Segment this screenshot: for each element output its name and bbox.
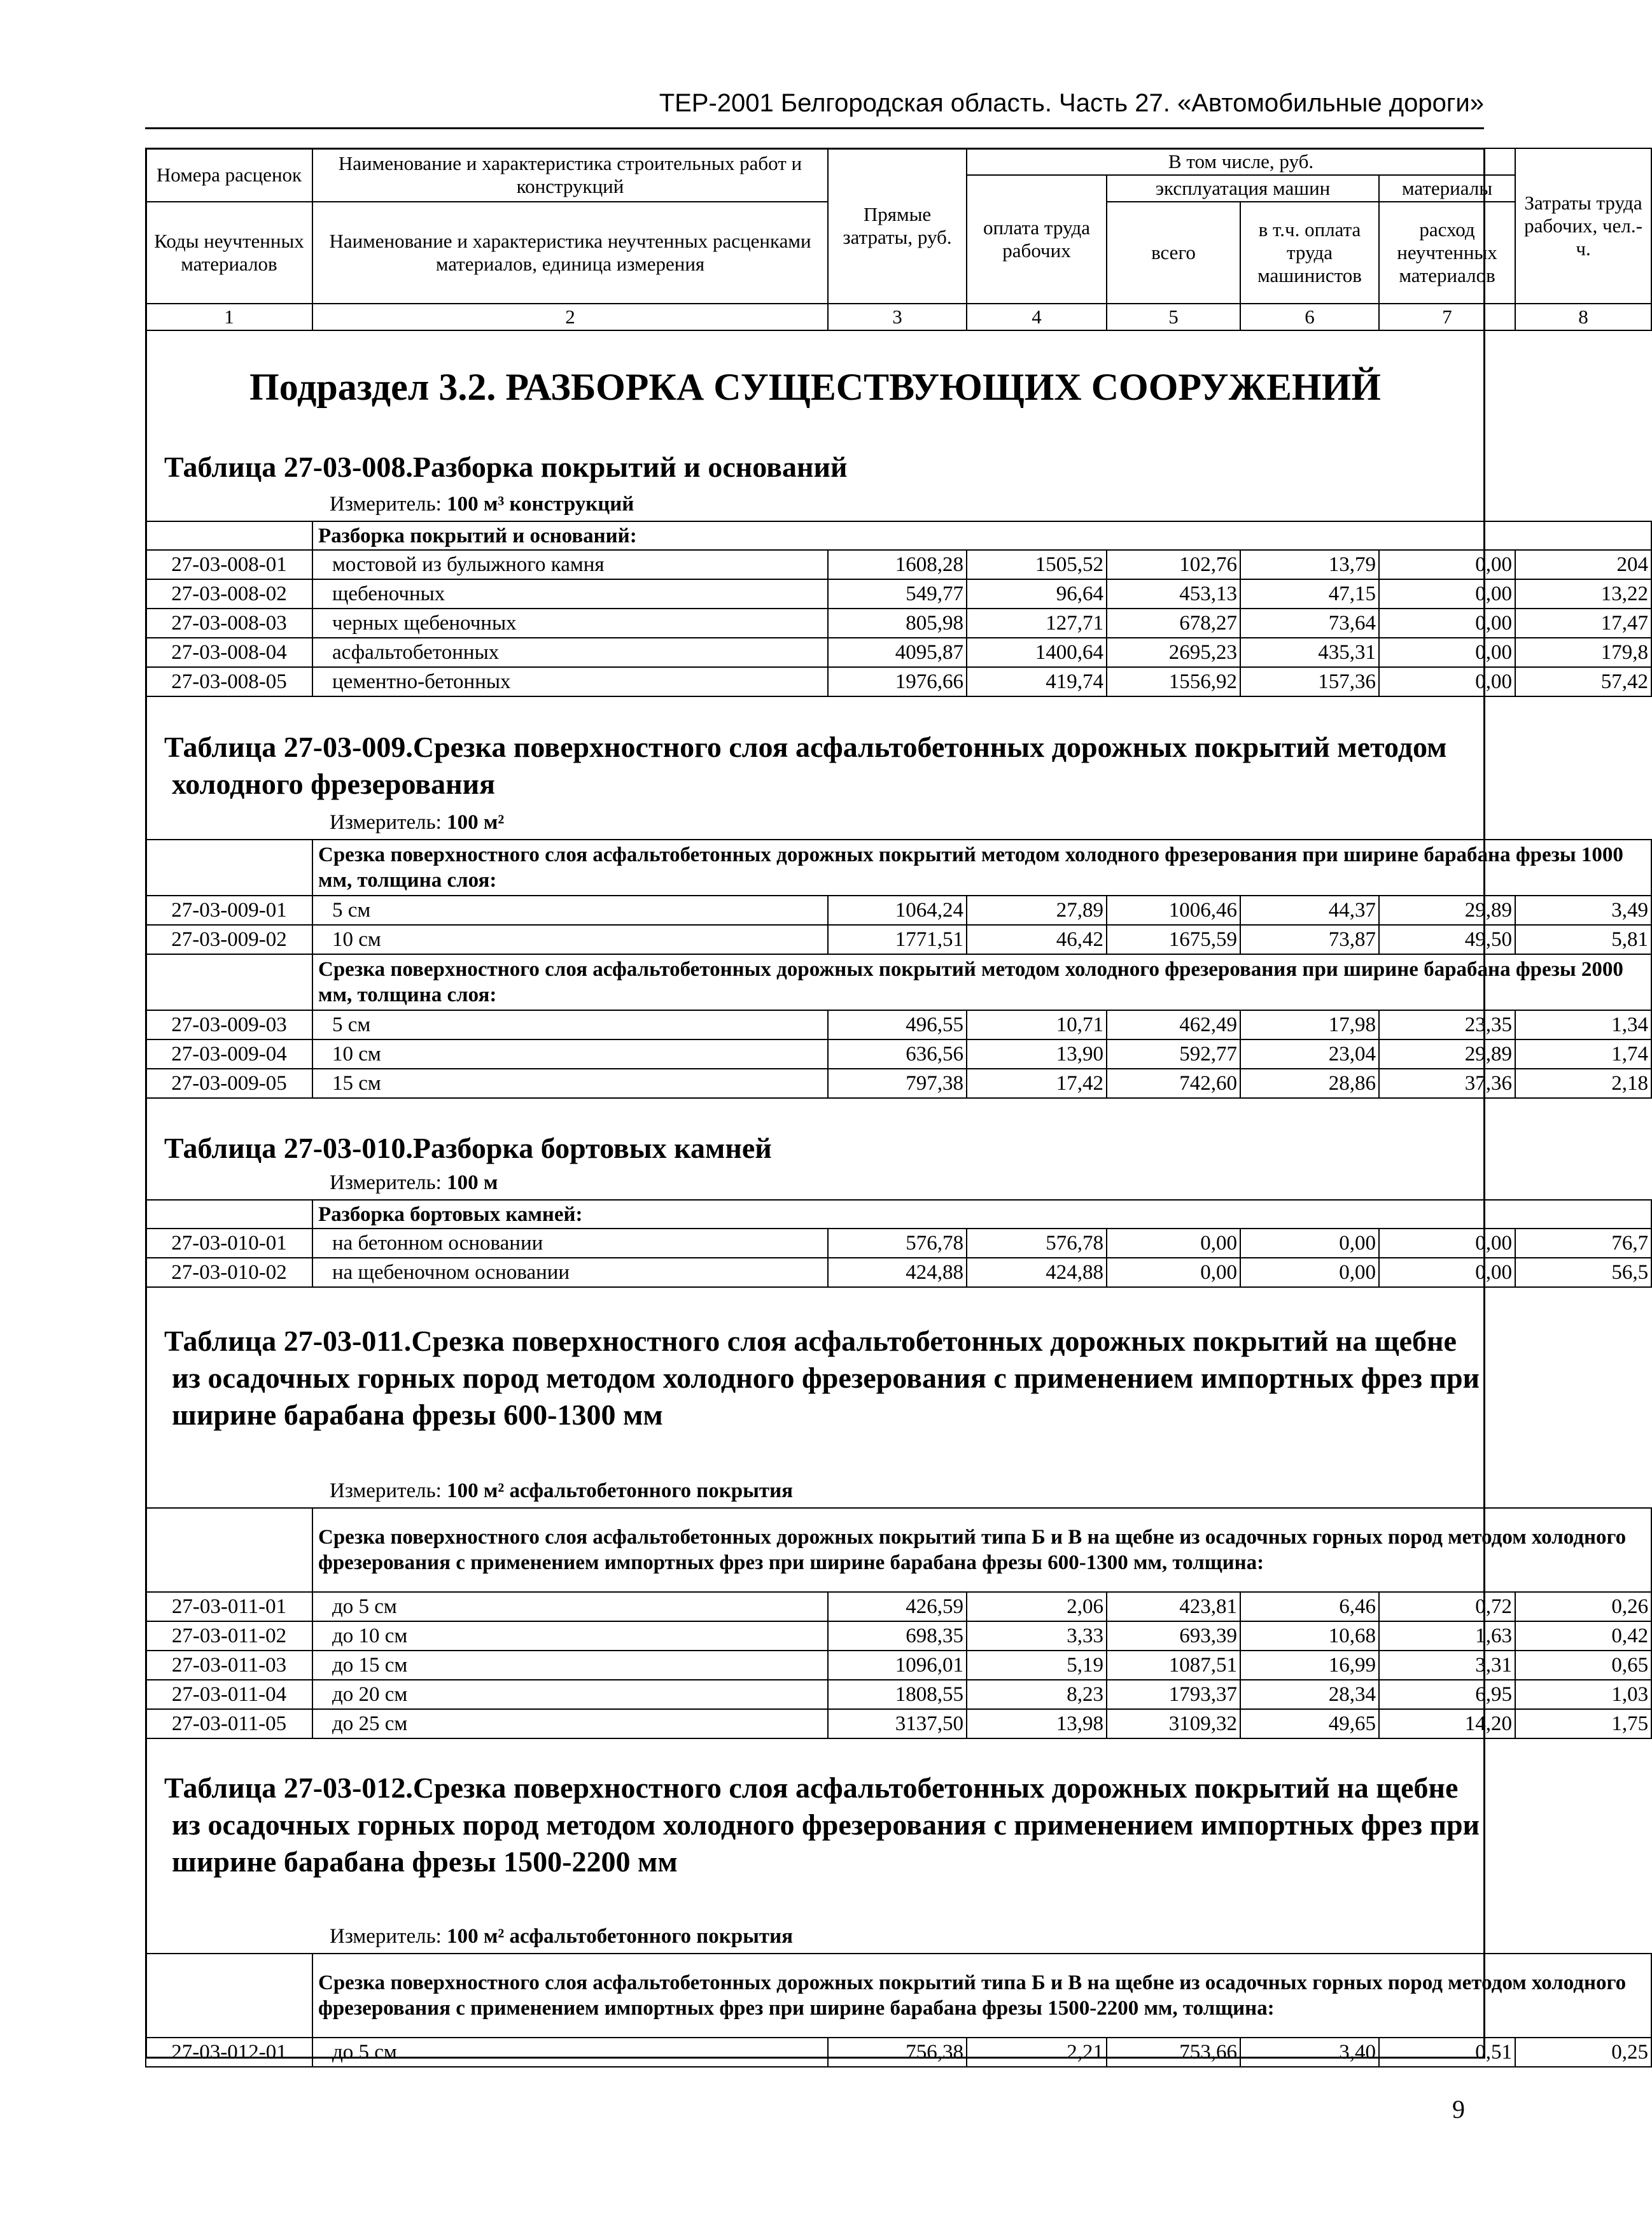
- col6-header: в т.ч. оплата труда машинистов: [1240, 202, 1379, 304]
- table-row: [146, 550, 1651, 579]
- column-number: 4: [967, 304, 1107, 330]
- value-cell: 37,36: [1379, 1069, 1515, 1098]
- column-header-table: [145, 148, 1652, 331]
- value-cell: 592,77: [1107, 1039, 1240, 1069]
- value-cell: 28,86: [1240, 1069, 1379, 1098]
- table-title: [164, 729, 1485, 803]
- value-cell: 0,26: [1515, 1592, 1651, 1621]
- rate-code: 27-03-008-03: [146, 609, 312, 638]
- value-cell: 17,98: [1240, 1010, 1379, 1039]
- value-cell: 1793,37: [1107, 1680, 1240, 1709]
- table-row: [146, 1258, 1651, 1287]
- col7-header: расход неучтенных материалов: [1379, 202, 1515, 304]
- rate-code: 27-03-008-05: [146, 667, 312, 696]
- value-cell: 4095,87: [828, 638, 967, 667]
- rate-code: 27-03-008-04: [146, 638, 312, 667]
- group-code-cell: [146, 1508, 312, 1592]
- column-number: 7: [1379, 304, 1515, 330]
- rates-table: [145, 1953, 1652, 2067]
- value-cell: 426,59: [828, 1592, 967, 1621]
- table-row: [146, 1039, 1651, 1069]
- work-name: 5 см: [312, 896, 828, 925]
- value-cell: 1505,52: [967, 550, 1107, 579]
- rates-table: [145, 1507, 1652, 1739]
- value-cell: 424,88: [828, 1258, 967, 1287]
- value-cell: 29,89: [1379, 896, 1515, 925]
- work-name: на бетонном основании: [312, 1229, 828, 1258]
- rate-code: 27-03-011-05: [146, 1709, 312, 1738]
- value-cell: 13,90: [967, 1039, 1107, 1069]
- work-name: до 10 см: [312, 1621, 828, 1651]
- value-cell: 14,20: [1379, 1709, 1515, 1738]
- measure-unit: [330, 1169, 498, 1197]
- value-cell: 0,00: [1379, 609, 1515, 638]
- value-cell: 27,89: [967, 896, 1107, 925]
- rate-code: 27-03-009-03: [146, 1010, 312, 1039]
- rate-code: 27-03-008-01: [146, 550, 312, 579]
- value-cell: 419,74: [967, 667, 1107, 696]
- group-header-row: [146, 840, 1651, 896]
- value-cell: 1064,24: [828, 896, 967, 925]
- value-cell: 29,89: [1379, 1039, 1515, 1069]
- table-row: [146, 1651, 1651, 1680]
- value-cell: 0,00: [1240, 1258, 1379, 1287]
- value-cell: 742,60: [1107, 1069, 1240, 1098]
- value-cell: 17,42: [967, 1069, 1107, 1098]
- value-cell: 1,75: [1515, 1709, 1651, 1738]
- value-cell: 47,15: [1240, 579, 1379, 609]
- value-cell: 3,33: [967, 1621, 1107, 1651]
- value-cell: 102,76: [1107, 550, 1240, 579]
- value-cell: 576,78: [828, 1229, 967, 1258]
- table-number: Таблица 27-03-010.: [164, 1132, 413, 1164]
- value-cell: 0,00: [1379, 579, 1515, 609]
- table-row: [146, 896, 1651, 925]
- measure-label: Измеритель:: [330, 493, 442, 516]
- value-cell: 424,88: [967, 1258, 1107, 1287]
- group-header-row: [146, 1508, 1651, 1592]
- group-code-cell: [146, 1200, 312, 1229]
- value-cell: 96,64: [967, 579, 1107, 609]
- value-cell: 1087,51: [1107, 1651, 1240, 1680]
- value-cell: 1,74: [1515, 1039, 1651, 1069]
- measure-value: 100 м² асфальтобетонного покрытия: [447, 1925, 793, 1948]
- value-cell: 0,00: [1107, 1258, 1240, 1287]
- header-rule: [145, 127, 1484, 129]
- value-cell: 0,51: [1379, 2038, 1515, 2067]
- value-cell: 3,49: [1515, 896, 1651, 925]
- group-description: Срезка поверхностного слоя асфальтобетонных дорожных покрытий типа Б и В на щебне из осадочных горных пород методом холодного фрезерования с применением импортных фрез при ширине барабана фрезы 1500-2200 мм, толщина:: [312, 1954, 1651, 2038]
- value-cell: 1,63: [1379, 1621, 1515, 1651]
- value-cell: 435,31: [1240, 638, 1379, 667]
- table-title: [164, 1770, 1485, 1880]
- value-cell: 13,98: [967, 1709, 1107, 1738]
- measure-unit: [330, 808, 504, 836]
- table-row: [146, 1010, 1651, 1039]
- value-cell: 0,00: [1240, 1229, 1379, 1258]
- measure-value: 100 м: [447, 1171, 498, 1194]
- measure-value: 100 м³ конструкций: [447, 493, 634, 516]
- value-cell: 10,71: [967, 1010, 1107, 1039]
- col2-top-header: Наименование и характеристика строительных работ и конструкций: [312, 148, 828, 202]
- value-cell: 3109,32: [1107, 1709, 1240, 1738]
- table-row: [146, 667, 1651, 696]
- value-cell: 5,81: [1515, 925, 1651, 954]
- rates-table: [145, 521, 1652, 697]
- value-cell: 8,23: [967, 1680, 1107, 1709]
- materials-header: материалы: [1379, 175, 1515, 202]
- measure-label: Измеритель:: [330, 1479, 442, 1502]
- value-cell: 6,95: [1379, 1680, 1515, 1709]
- value-cell: 1400,64: [967, 638, 1107, 667]
- rate-code: 27-03-010-02: [146, 1258, 312, 1287]
- measure-value: 100 м² асфальтобетонного покрытия: [447, 1479, 793, 1502]
- value-cell: 13,22: [1515, 579, 1651, 609]
- table-row: [146, 1680, 1651, 1709]
- work-name: до 25 см: [312, 1709, 828, 1738]
- value-cell: 10,68: [1240, 1621, 1379, 1651]
- work-name: на щебеночном основании: [312, 1258, 828, 1287]
- table-row: [146, 1229, 1651, 1258]
- value-cell: 549,77: [828, 579, 967, 609]
- table-row: [146, 609, 1651, 638]
- table-title: [164, 1130, 1485, 1167]
- table-title-text: Срезка поверхностного слоя асфальтобетонных дорожных покрытий методом холодного фрезерования: [172, 731, 1447, 800]
- work-name: до 20 см: [312, 1680, 828, 1709]
- col8-header: Затраты труда рабочих, чел.-ч.: [1515, 148, 1651, 304]
- work-name: до 5 см: [312, 1592, 828, 1621]
- value-cell: 423,81: [1107, 1592, 1240, 1621]
- value-cell: 462,49: [1107, 1010, 1240, 1039]
- value-cell: 5,19: [967, 1651, 1107, 1680]
- table-row: [146, 1069, 1651, 1098]
- work-name: черных щебеночных: [312, 609, 828, 638]
- measure-unit: [330, 490, 634, 518]
- value-cell: 0,00: [1379, 1258, 1515, 1287]
- value-cell: 0,25: [1515, 2038, 1651, 2067]
- work-name: щебеночных: [312, 579, 828, 609]
- value-cell: 0,65: [1515, 1651, 1651, 1680]
- group-code-cell: [146, 954, 312, 1010]
- value-cell: 0,00: [1379, 667, 1515, 696]
- rate-code: 27-03-011-04: [146, 1680, 312, 1709]
- value-cell: 73,87: [1240, 925, 1379, 954]
- col1-top-header: Номера расценок: [146, 148, 312, 202]
- group-header-row: [146, 1954, 1651, 2038]
- table-number: Таблица 27-03-009.: [164, 731, 413, 763]
- value-cell: 17,47: [1515, 609, 1651, 638]
- value-cell: 1808,55: [828, 1680, 967, 1709]
- value-cell: 678,27: [1107, 609, 1240, 638]
- group-description: Срезка поверхностного слоя асфальтобетонных дорожных покрытий методом холодного фрезерования при ширине барабана фрезы 1000 мм, толщина слоя:: [312, 840, 1651, 896]
- rate-code: 27-03-010-01: [146, 1229, 312, 1258]
- measure-label: Измеритель:: [330, 811, 442, 834]
- group-description: Срезка поверхностного слоя асфальтобетонных дорожных покрытий типа Б и В на щебне из осадочных горных пород методом холодного фрезерования с применением импортных фрез при ширине барабана фрезы 600-1300 мм, толщина:: [312, 1508, 1651, 1592]
- value-cell: 1006,46: [1107, 896, 1240, 925]
- rate-code: 27-03-009-04: [146, 1039, 312, 1069]
- value-cell: 56,5: [1515, 1258, 1651, 1287]
- table-row: [146, 1592, 1651, 1621]
- value-cell: 57,42: [1515, 667, 1651, 696]
- value-cell: 23,35: [1379, 1010, 1515, 1039]
- table-row: [146, 579, 1651, 609]
- value-cell: 693,39: [1107, 1621, 1240, 1651]
- work-name: 15 см: [312, 1069, 828, 1098]
- value-cell: 23,04: [1240, 1039, 1379, 1069]
- value-cell: 2,21: [967, 2038, 1107, 2067]
- value-cell: 46,42: [967, 925, 1107, 954]
- measure-label: Измеритель:: [330, 1925, 442, 1948]
- measure-unit: [330, 1922, 793, 1950]
- table-number: Таблица 27-03-011.: [164, 1325, 412, 1357]
- value-cell: 179,8: [1515, 638, 1651, 667]
- value-cell: 496,55: [828, 1010, 967, 1039]
- table-row: [146, 925, 1651, 954]
- group-description: Срезка поверхностного слоя асфальтобетонных дорожных покрытий методом холодного фрезерования при ширине барабана фрезы 2000 мм, толщина слоя:: [312, 954, 1651, 1010]
- work-name: 10 см: [312, 1039, 828, 1069]
- work-name: асфальтобетонных: [312, 638, 828, 667]
- table-title-text: Срезка поверхностного слоя асфальтобетонных дорожных покрытий на щебне из осадочных горных пород методом холодного фрезерования с применением импортных фрез при ширине барабана фрезы 1500-2200 мм: [172, 1772, 1480, 1878]
- table-title-text: Разборка покрытий и оснований: [412, 451, 848, 483]
- value-cell: 1771,51: [828, 925, 967, 954]
- value-cell: 0,00: [1379, 550, 1515, 579]
- table-number: Таблица 27-03-008.: [164, 451, 413, 483]
- column-number: 5: [1107, 304, 1240, 330]
- column-number: 3: [828, 304, 967, 330]
- group-header-row: [146, 521, 1651, 550]
- rate-code: 27-03-009-02: [146, 925, 312, 954]
- work-name: до 15 см: [312, 1651, 828, 1680]
- measure-value: 100 м²: [447, 811, 505, 834]
- table-row: [146, 2038, 1651, 2067]
- value-cell: 2,06: [967, 1592, 1107, 1621]
- value-cell: 13,79: [1240, 550, 1379, 579]
- rates-table: [145, 839, 1652, 1099]
- machines-header: эксплуатация машин: [1107, 175, 1379, 202]
- table-row: [146, 1621, 1651, 1651]
- value-cell: 2695,23: [1107, 638, 1240, 667]
- value-cell: 28,34: [1240, 1680, 1379, 1709]
- value-cell: 805,98: [828, 609, 967, 638]
- table-title-text: Разборка бортовых камней: [412, 1132, 772, 1164]
- col4-header: оплата труда рабочих: [967, 175, 1107, 304]
- table-title: [164, 1323, 1485, 1433]
- group-description: Разборка бортовых камней:: [312, 1200, 1651, 1229]
- column-number: 2: [312, 304, 828, 330]
- value-cell: 6,46: [1240, 1592, 1379, 1621]
- value-cell: 3,40: [1240, 2038, 1379, 2067]
- group-code-cell: [146, 1954, 312, 2038]
- column-number: 8: [1515, 304, 1651, 330]
- table-title-text: Срезка поверхностного слоя асфальтобетонных дорожных покрытий на щебне из осадочных горных пород методом холодного фрезерования с применением импортных фрез при ширине барабана фрезы 600-1300 мм: [172, 1325, 1480, 1431]
- value-cell: 44,37: [1240, 896, 1379, 925]
- value-cell: 756,38: [828, 2038, 967, 2067]
- value-cell: 1675,59: [1107, 925, 1240, 954]
- value-cell: 1,03: [1515, 1680, 1651, 1709]
- value-cell: 49,65: [1240, 1709, 1379, 1738]
- value-cell: 49,50: [1379, 925, 1515, 954]
- value-cell: 0,42: [1515, 1621, 1651, 1651]
- value-cell: 0,72: [1379, 1592, 1515, 1621]
- including-header: В том числе, руб.: [967, 148, 1515, 175]
- column-number: 6: [1240, 304, 1379, 330]
- work-name: до 5 см: [312, 2038, 828, 2067]
- value-cell: 3137,50: [828, 1709, 967, 1738]
- value-cell: 16,99: [1240, 1651, 1379, 1680]
- section-title: Подраздел 3.2. РАЗБОРКА СУЩЕСТВУЮЩИХ СООРУЖЕНИЙ: [249, 366, 1381, 408]
- value-cell: 1608,28: [828, 550, 967, 579]
- work-name: цементно-бетонных: [312, 667, 828, 696]
- col2-bottom-header: Наименование и характеристика неучтенных расценками материалов, единица измерения: [312, 202, 828, 304]
- value-cell: 0,00: [1379, 638, 1515, 667]
- table-row: [146, 638, 1651, 667]
- value-cell: 76,7: [1515, 1229, 1651, 1258]
- col3-header: Прямые затраты, руб.: [828, 148, 967, 304]
- value-cell: 1,34: [1515, 1010, 1651, 1039]
- measure-unit: [330, 1477, 793, 1505]
- value-cell: 1096,01: [828, 1651, 967, 1680]
- rate-code: 27-03-009-01: [146, 896, 312, 925]
- col5-header: всего: [1107, 202, 1240, 304]
- rate-code: 27-03-011-01: [146, 1592, 312, 1621]
- column-number: 1: [146, 304, 312, 330]
- running-header: ТЕР-2001 Белгородская область. Часть 27. «Автомобильные дороги»: [659, 89, 1484, 117]
- group-header-row: [146, 954, 1651, 1010]
- value-cell: 204: [1515, 550, 1651, 579]
- group-header-row: [146, 1200, 1651, 1229]
- value-cell: 797,38: [828, 1069, 967, 1098]
- rate-code: 27-03-011-02: [146, 1621, 312, 1651]
- value-cell: 127,71: [967, 609, 1107, 638]
- value-cell: 1976,66: [828, 667, 967, 696]
- group-code-cell: [146, 840, 312, 896]
- table-row: [146, 1709, 1651, 1738]
- work-name: мостовой из булыжного камня: [312, 550, 828, 579]
- measure-label: Измеритель:: [330, 1171, 442, 1194]
- value-cell: 576,78: [967, 1229, 1107, 1258]
- table-title: [164, 449, 1485, 486]
- rate-code: 27-03-009-05: [146, 1069, 312, 1098]
- group-code-cell: [146, 521, 312, 550]
- value-cell: 698,35: [828, 1621, 967, 1651]
- page-number: 9: [1452, 2095, 1465, 2124]
- value-cell: 636,56: [828, 1039, 967, 1069]
- rate-code: 27-03-008-02: [146, 579, 312, 609]
- work-name: 5 см: [312, 1010, 828, 1039]
- value-cell: 73,64: [1240, 609, 1379, 638]
- value-cell: 0,00: [1379, 1229, 1515, 1258]
- value-cell: 157,36: [1240, 667, 1379, 696]
- work-name: 10 см: [312, 925, 828, 954]
- value-cell: 3,31: [1379, 1651, 1515, 1680]
- value-cell: 0,00: [1107, 1229, 1240, 1258]
- value-cell: 1556,92: [1107, 667, 1240, 696]
- value-cell: 753,66: [1107, 2038, 1240, 2067]
- rates-table: [145, 1199, 1652, 1288]
- table-number: Таблица 27-03-012.: [164, 1772, 413, 1804]
- col1-bottom-header: Коды неучтенных материалов: [146, 202, 312, 304]
- rate-code: 27-03-012-01: [146, 2038, 312, 2067]
- group-description: Разборка покрытий и оснований:: [312, 521, 1651, 550]
- value-cell: 453,13: [1107, 579, 1240, 609]
- value-cell: 2,18: [1515, 1069, 1651, 1098]
- rate-code: 27-03-011-03: [146, 1651, 312, 1680]
